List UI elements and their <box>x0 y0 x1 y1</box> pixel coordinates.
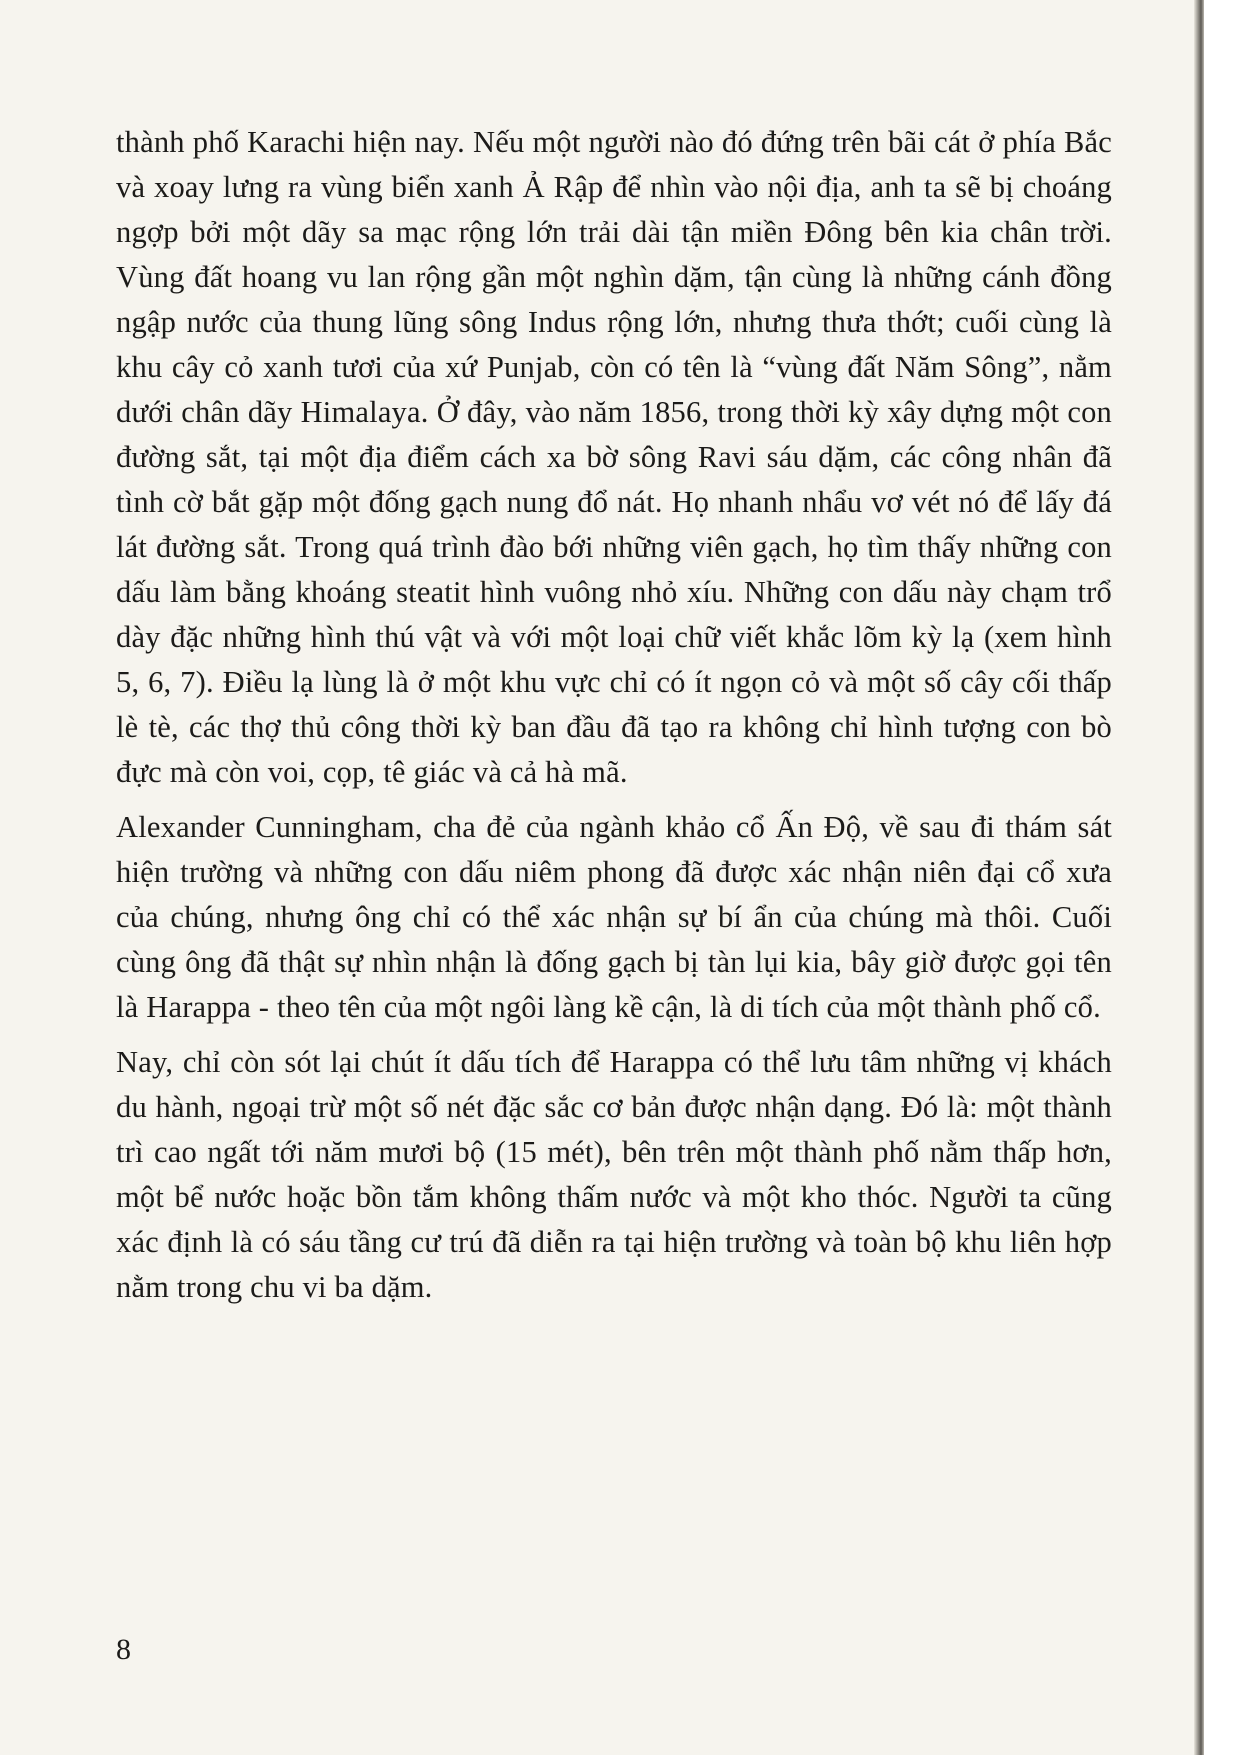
paragraph-3: Nay, chỉ còn sót lại chút ít dấu tích để Harappa có thể lưu tâm những vị khách du hành, ngoại trừ một số nét đặc sắc cơ bản được nhận dạng. Đó là: một thành trì cao ngất tới năm mươi bộ (15 mét), bên trên một thành phố nằm thấp hơn, một bể nước hoặc bồn tắm không thấm nước và một kho thóc. Người ta cũng xác định là có sáu tầng cư trú đã diễn ra tại hiện trường và toàn bộ khu liên hợp nằm trong chu vi ba dặm. <box>116 1045 1112 1304</box>
body-text <box>116 120 1112 1310</box>
book-spine-edge <box>1194 0 1204 1755</box>
paragraph-1: thành phố Karachi hiện nay. Nếu một người nào đó đứng trên bãi cát ở phía Bắc và xoay lưng ra vùng biển xanh Ả Rập để nhìn vào nội địa, anh ta sẽ bị choáng ngợp bởi một dãy sa mạc rộng lớn trải dài tận miền Đông bên kia chân trời. Vùng đất hoang vu lan rộng gần một nghìn dặm, tận cùng là những cánh đồng ngập nước của thung lũng sông Indus rộng lớn, nhưng thưa thớt; cuối cùng là khu cây cỏ xanh tươi của xứ Punjab, còn có tên là “vùng đất Năm Sông”, nằm dưới chân dãy Himalaya. Ở đây, vào năm 1856, trong thời kỳ xây dựng một con đường sắt, tại một địa điểm cách xa bờ sông Ravi sáu dặm, các công nhân đã tình cờ bắt gặp một đống gạch nung đổ nát. Họ nhanh nhẩu vơ vét nó để lấy đá lát đường sắt. Trong quá trình đào bới những viên gạch, họ tìm thấy những con dấu làm bằng khoáng steatit hình vuông nhỏ xíu. Những con dấu này chạm trổ dày đặc những hình thú vật và với một loại chữ viết khắc lõm kỳ lạ (xem hình 5, 6, 7). Điều lạ lùng là ở một khu vực chỉ có ít ngọn cỏ và một số cây cối thấp lè tè, các thợ thủ công thời kỳ ban đầu đã tạo ra không chỉ hình tượng con bò đực mà còn voi, cọp, tê giác và cả hà mã. <box>116 125 1112 789</box>
page-number: 8 <box>116 1633 131 1666</box>
paragraph-2: Alexander Cunningham, cha đẻ của ngành khảo cổ Ấn Độ, về sau đi thám sát hiện trường và những con dấu niêm phong đã được xác nhận niên đại cổ xưa của chúng, nhưng ông chỉ có thể xác nhận sự bí ẩn của chúng mà thôi. Cuối cùng ông đã thật sự nhìn nhận là đống gạch bị tàn lụi kia, bây giờ được gọi tên là Harappa - theo tên của một ngôi làng kề cận, là di tích của một thành phố cổ. <box>116 810 1112 1024</box>
page-margin-right <box>1204 0 1240 1755</box>
